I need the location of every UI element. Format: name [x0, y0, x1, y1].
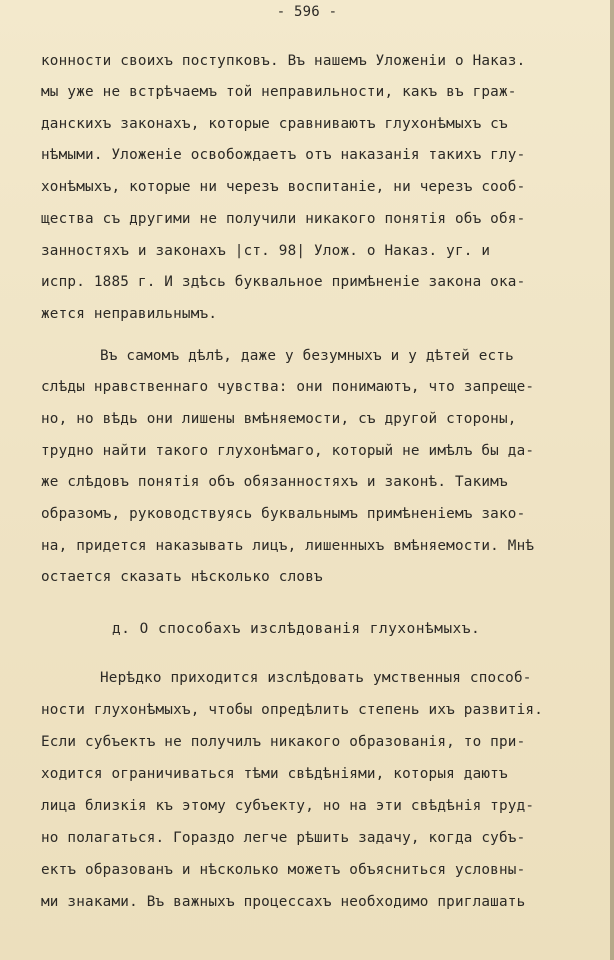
text-line: остается сказать нѣсколько словъ — [41, 569, 323, 585]
text-line: данскихъ законахъ, которые сравниваютъ глухонѣмыхъ съ — [41, 116, 508, 132]
text-line: же слѣдовъ понятiя объ обязанностяхъ и законѣ. Такимъ — [41, 474, 508, 490]
text-line: Въ самомъ дѣлѣ, даже у безумныхъ и у дѣтей есть — [100, 348, 514, 364]
text-line: ектъ образованъ и нѣсколько можетъ объясниться условны- — [41, 862, 526, 878]
text-line: но полагаться. Гораздо легче рѣшить задачу, когда субъ- — [41, 830, 526, 846]
text-line: образомъ, руководствуясь буквальнымъ примѣненiемъ зако- — [41, 506, 526, 522]
text-line: Нерѣдко приходится изслѣдовать умственныя способ- — [100, 670, 532, 686]
text-line: занностяхъ и законахъ |ст. 98| Улож. о Наказ. уг. и — [41, 243, 491, 259]
text-line: ности глухонѣмыхъ, чтобы опредѣлить степень ихъ развитiя. — [41, 702, 544, 718]
text-line: ми знаками. Въ важныхъ процессахъ необходимо приглашать — [41, 894, 526, 910]
text-line: на, придется наказывать лицъ, лишенныхъ вмѣняемости. Мнѣ — [41, 538, 535, 554]
text-line: ходится ограничиваться тѣми свѣдѣнiями, которыя даютъ — [41, 766, 508, 782]
text-line: нѣмыми. Уложенiе освобождаетъ отъ наказанiя такихъ глу- — [41, 147, 526, 163]
text-line: трудно найти такого глухонѣмаго, который не имѣлъ бы да- — [41, 443, 535, 459]
text-line: жется неправильнымъ. — [41, 306, 218, 322]
text-line: испр. 1885 г. И здѣсь буквальное примѣненiе закона ока- — [41, 274, 526, 290]
page-number: - 596 - — [276, 4, 338, 20]
text-line: слѣды нравственнаго чувства: они понимаютъ, что запреще- — [41, 379, 535, 395]
section-heading: д. О способахъ изслѣдованiя глухонѣмыхъ. — [112, 621, 481, 637]
text-line: конности своихъ поступковъ. Въ нашемъ Уложенiи о Наказ. — [41, 53, 526, 69]
text-line: лица близкiя къ этому субъекту, но на эти свѣдѣнiя труд- — [41, 798, 535, 814]
text-line: но, но вѣдь они лишены вмѣняемости, съ другой стороны, — [41, 411, 517, 427]
text-line: Если субъектъ не получилъ никакого образованiя, то при- — [41, 734, 526, 750]
text-line: мы уже не встрѣчаемъ той неправильности, какъ въ граж- — [41, 84, 517, 100]
text-line: хонѣмыхъ, которые ни черезъ воспитанiе, ни черезъ сооб- — [41, 179, 526, 195]
page-edge-shadow — [610, 0, 614, 960]
text-line: щества съ другими не получили никакого понятiя объ обя- — [41, 211, 526, 227]
